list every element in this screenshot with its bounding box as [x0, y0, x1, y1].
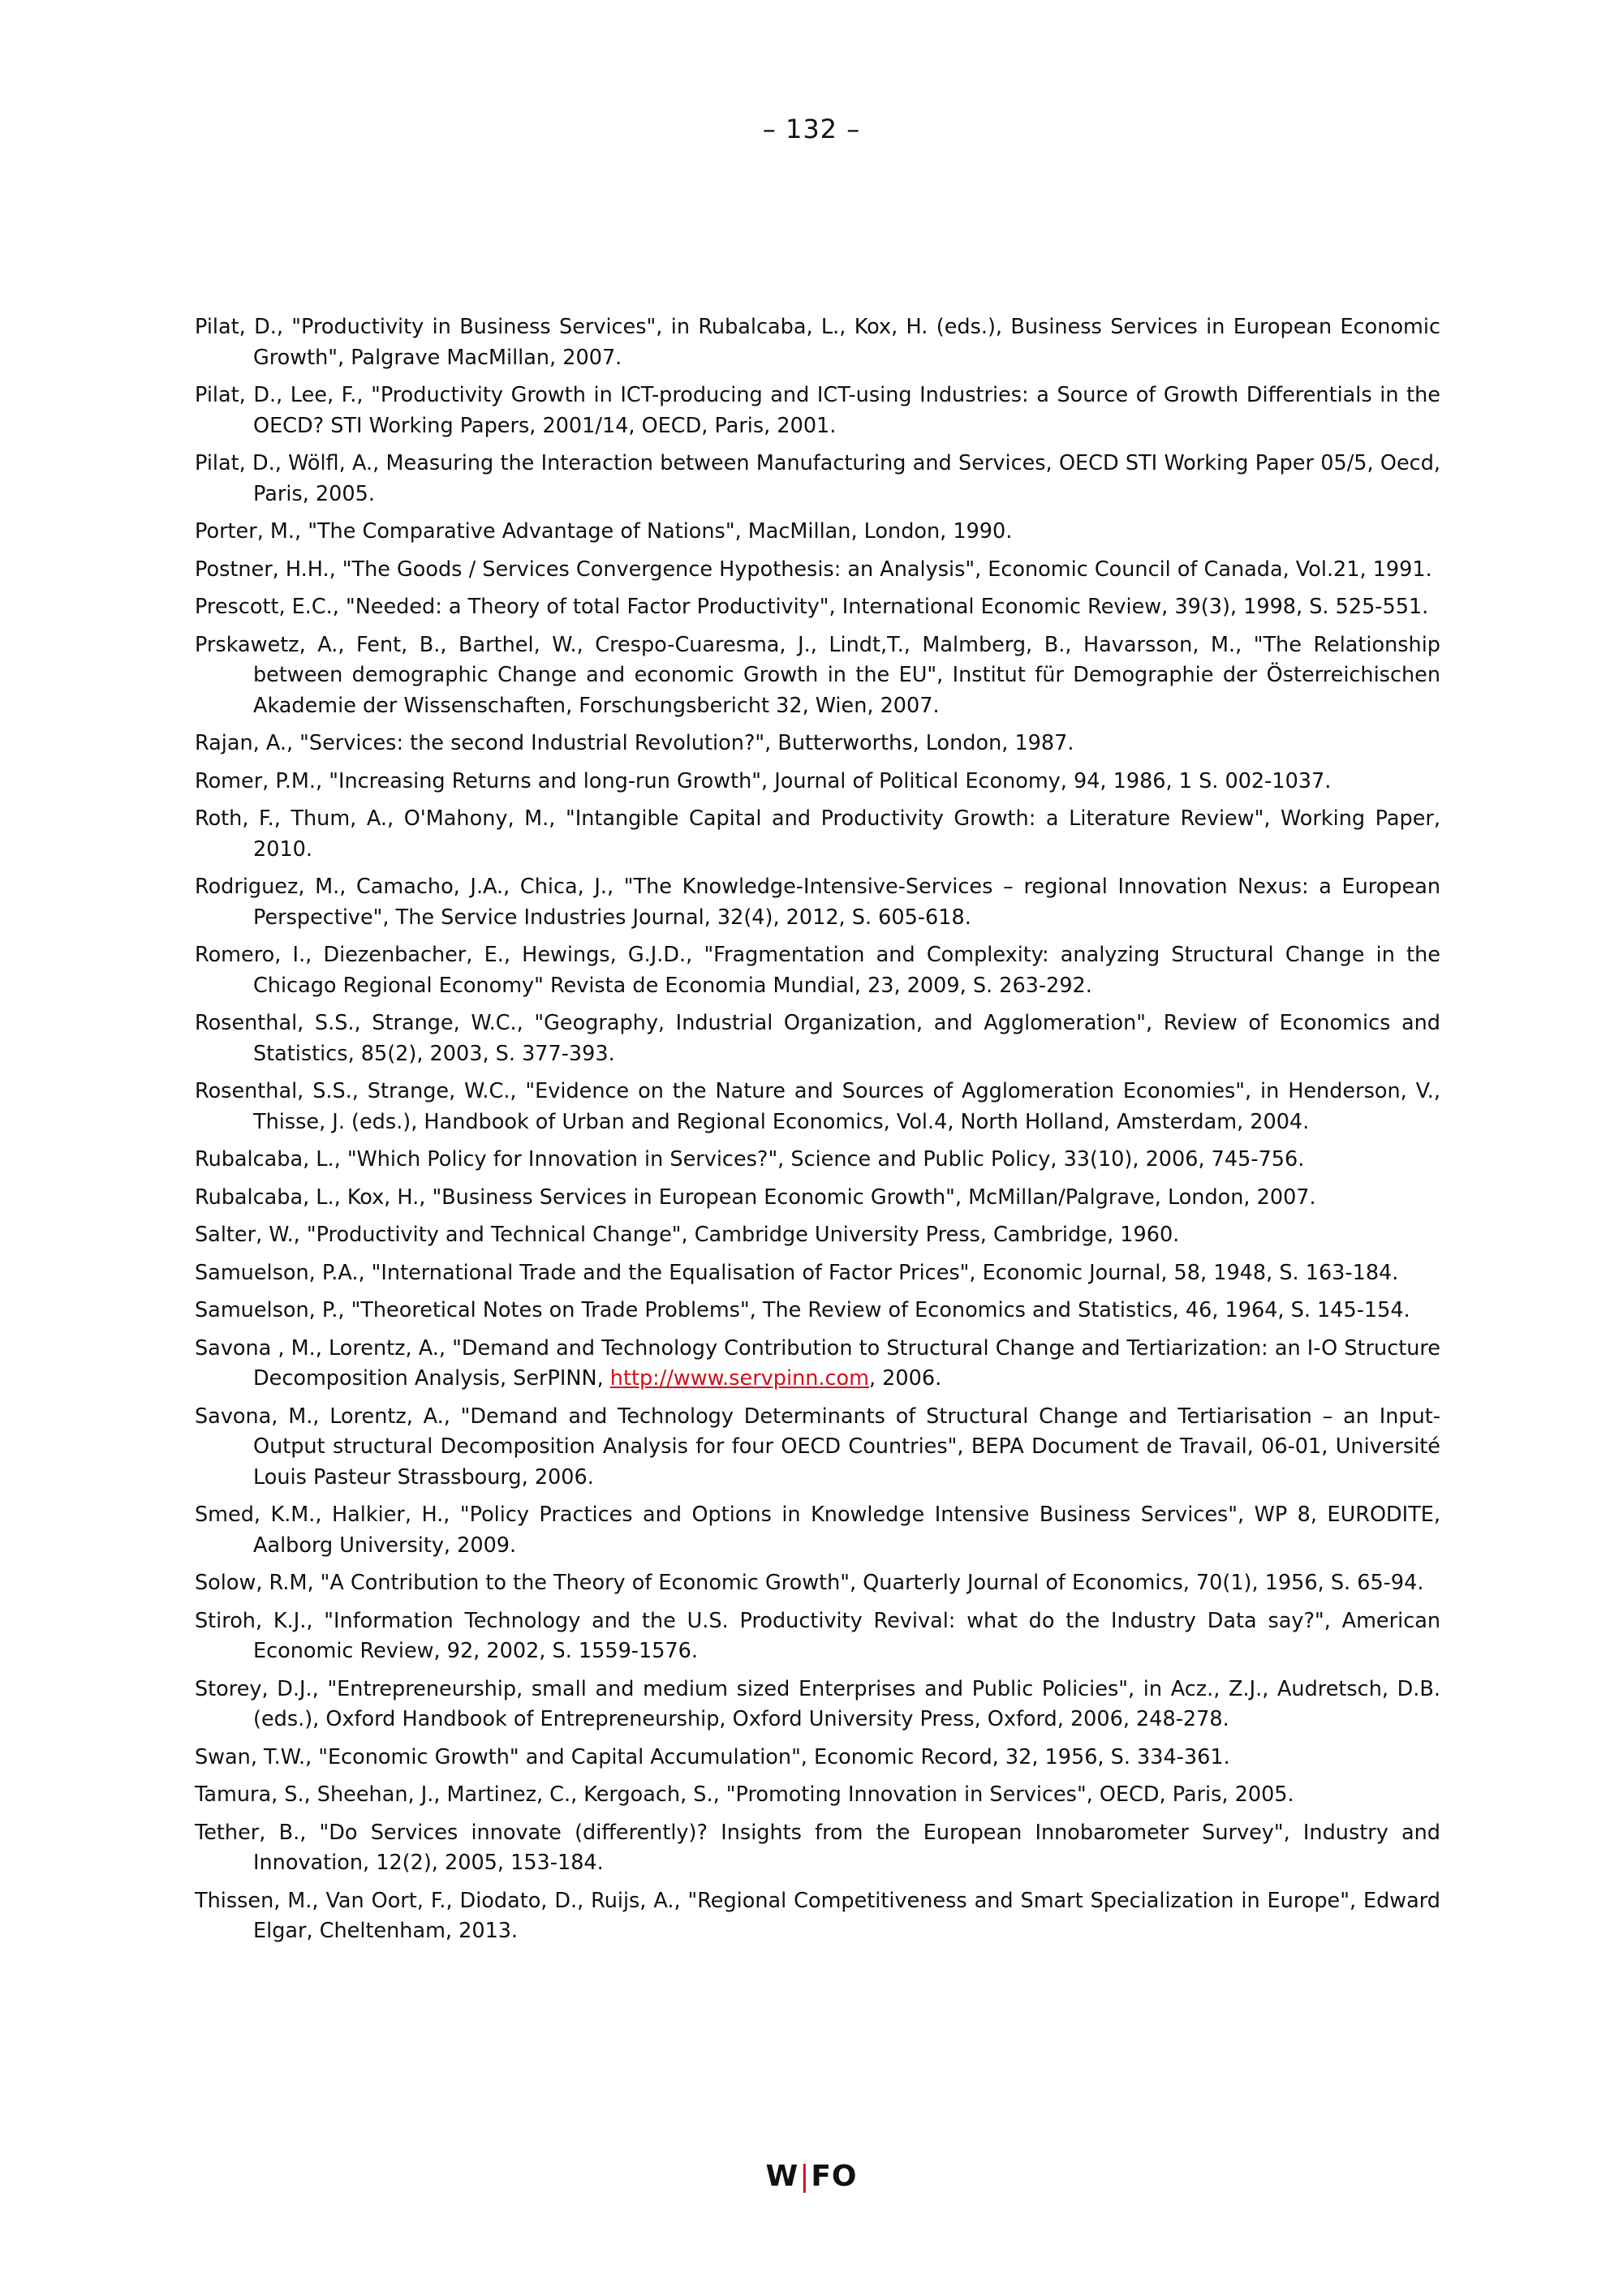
reference-text: Savona , M., Lorentz, A., "Demand and Technology Contribution to Structural Change and Tertiarization: an I-O Structure Decomposition Analysis, SerPINN, — [195, 1335, 1440, 1391]
reference-entry: Rodriguez, M., Camacho, J.A., Chica, J., "The Knowledge-Intensive-Services – regional Innovation Nexus: a European Perspective", The Service Industries Journal, 32(4), 2012, S. 605-618. — [195, 875, 1440, 930]
servpinn-link[interactable]: http://www.servpinn.com — [609, 1366, 869, 1391]
reference-entry: Savona, M., Lorentz, A., "Demand and Technology Determinants of Structural Change and Tertiarisation – an Input-Output structural Decomposition Analysis for four OECD Countries", BEPA Document de Travail, 06-01, Université Louis Pasteur Strassbourg, 2006. — [195, 1404, 1440, 1490]
reference-entry: Swan, T.W., "Economic Growth" and Capital Accumulation", Economic Record, 32, 1956, S. 334-361. — [195, 1744, 1230, 1769]
reference-entry: Romero, I., Diezenbacher, E., Hewings, G.J.D., "Fragmentation and Complexity: analyzing Structural Change in the Chicago Regional Economy" Revista de Economia Mundial, 23, 2009, S. 263-292. — [195, 943, 1440, 998]
logo-letter: W — [765, 2160, 799, 2193]
logo-separator: | — [799, 2160, 811, 2193]
reference-entry: Pilat, D., Lee, F., "Productivity Growth in ICT-producing and ICT-using Industries: a Source of Growth Differentials in the OECD? STI Working Papers, 2001/14, OECD, Paris, 2001. — [195, 383, 1440, 438]
reference-entry: Samuelson, P., "Theoretical Notes on Trade Problems", The Review of Economics and Statistics, 46, 1964, S. 145-154. — [195, 1298, 1410, 1322]
reference-entry — [195, 1334, 1440, 1395]
reference-entry: Pilat, D., Wölfl, A., Measuring the Interaction between Manufacturing and Services, OECD STI Working Paper 05/5, Oecd, Paris, 2005. — [195, 451, 1440, 506]
reference-entry: Solow, R.M, "A Contribution to the Theory of Economic Growth", Quarterly Journal of Economics, 70(1), 1956, S. 65-94. — [195, 1571, 1424, 1595]
reference-entry: Rubalcaba, L., Kox, H., "Business Services in European Economic Growth", McMillan/Palgrave, London, 2007. — [195, 1185, 1316, 1210]
reference-entry: Tamura, S., Sheehan, J., Martinez, C., Kergoach, S., "Promoting Innovation in Services", OECD, Paris, 2005. — [195, 1782, 1294, 1807]
reference-entry: Smed, K.M., Halkier, H., "Policy Practices and Options in Knowledge Intensive Business Services", WP 8, EURODITE, Aalborg University, 2009. — [195, 1503, 1440, 1558]
reference-entry: Rubalcaba, L., "Which Policy for Innovation in Services?", Science and Public Policy, 33(10), 2006, 745-756. — [195, 1147, 1305, 1172]
reference-list — [195, 312, 1440, 1954]
logo-letter: O — [831, 2160, 858, 2193]
reference-text: , 2006. — [868, 1366, 942, 1391]
reference-entry: Prescott, E.C., "Needed: a Theory of total Factor Productivity", International Economic Review, 39(3), 1998, S. 525-551. — [195, 595, 1429, 619]
reference-entry: Pilat, D., "Productivity in Business Services", in Rubalcaba, L., Kox, H. (eds.), Business Services in European Economic Growth", Palgrave MacMillan, 2007. — [195, 315, 1440, 370]
reference-entry: Rosenthal, S.S., Strange, W.C., "Geography, Industrial Organization, and Agglomeration", Review of Economics and Statistics, 85(2), 2003, S. 377-393. — [195, 1011, 1440, 1066]
reference-entry: Romer, P.M., "Increasing Returns and long-run Growth", Journal of Political Economy, 94, 1986, 1 S. 002-1037. — [195, 768, 1332, 793]
reference-entry: Porter, M., "The Comparative Advantage of Nations", MacMillan, London, 1990. — [195, 519, 1013, 544]
reference-entry: Postner, H.H., "The Goods / Services Convergence Hypothesis: an Analysis", Economic Council of Canada, Vol.21, 1991. — [195, 557, 1432, 582]
reference-entry: Thissen, M., Van Oort, F., Diodato, D., Ruijs, A., "Regional Competitiveness and Smart Specialization in Europe", Edward Elgar, Cheltenham, 2013. — [195, 1888, 1440, 1943]
logo-letter: F — [811, 2160, 832, 2193]
reference-entry: Tether, B., "Do Services innovate (differently)? Insights from the European Innobarometer Survey", Industry and Innovation, 12(2), 2005, 153-184. — [195, 1820, 1440, 1875]
reference-entry: Roth, F., Thum, A., O'Mahony, M., "Intangible Capital and Productivity Growth: a Literature Review", Working Paper, 2010. — [195, 806, 1440, 862]
reference-entry: Storey, D.J., "Entrepreneurship, small and medium sized Enterprises and Public Policies", in Acz., Z.J., Audretsch, D.B. (eds.), Oxford Handbook of Entrepreneurship, Oxford University Press, Oxford, 2006, 248-278. — [195, 1676, 1440, 1731]
reference-entry: Samuelson, P.A., "International Trade and the Equalisation of Factor Prices", Economic Journal, 58, 1948, S. 163-184. — [195, 1260, 1399, 1285]
reference-entry: Rajan, A., "Services: the second Industrial Revolution?", Butterworths, London, 1987. — [195, 731, 1074, 755]
wifo-logo — [0, 2160, 1623, 2193]
page-number: – 132 – — [762, 114, 861, 144]
reference-entry: Rosenthal, S.S., Strange, W.C., "Evidence on the Nature and Sources of Agglomeration Economies", in Henderson, V., Thisse, J. (eds.), Handbook of Urban and Regional Economics, Vol.4, North Holland, Amsterdam, 2004. — [195, 1079, 1440, 1134]
reference-entry: Salter, W., "Productivity and Technical Change", Cambridge University Press, Cambridge, 1960. — [195, 1223, 1180, 1247]
reference-entry: Stiroh, K.J., "Information Technology and the U.S. Productivity Revival: what do the Industry Data say?", American Economic Review, 92, 2002, S. 1559-1576. — [195, 1608, 1440, 1663]
reference-entry: Prskawetz, A., Fent, B., Barthel, W., Crespo-Cuaresma, J., Lindt,T., Malmberg, B., Havarsson, M., "The Relationship between demographic Change and economic Growth in the EU", Institut für Demographie der Österreichischen Akademie der Wissenschaften, Forschungsbericht 32, Wien, 2007. — [195, 632, 1440, 718]
